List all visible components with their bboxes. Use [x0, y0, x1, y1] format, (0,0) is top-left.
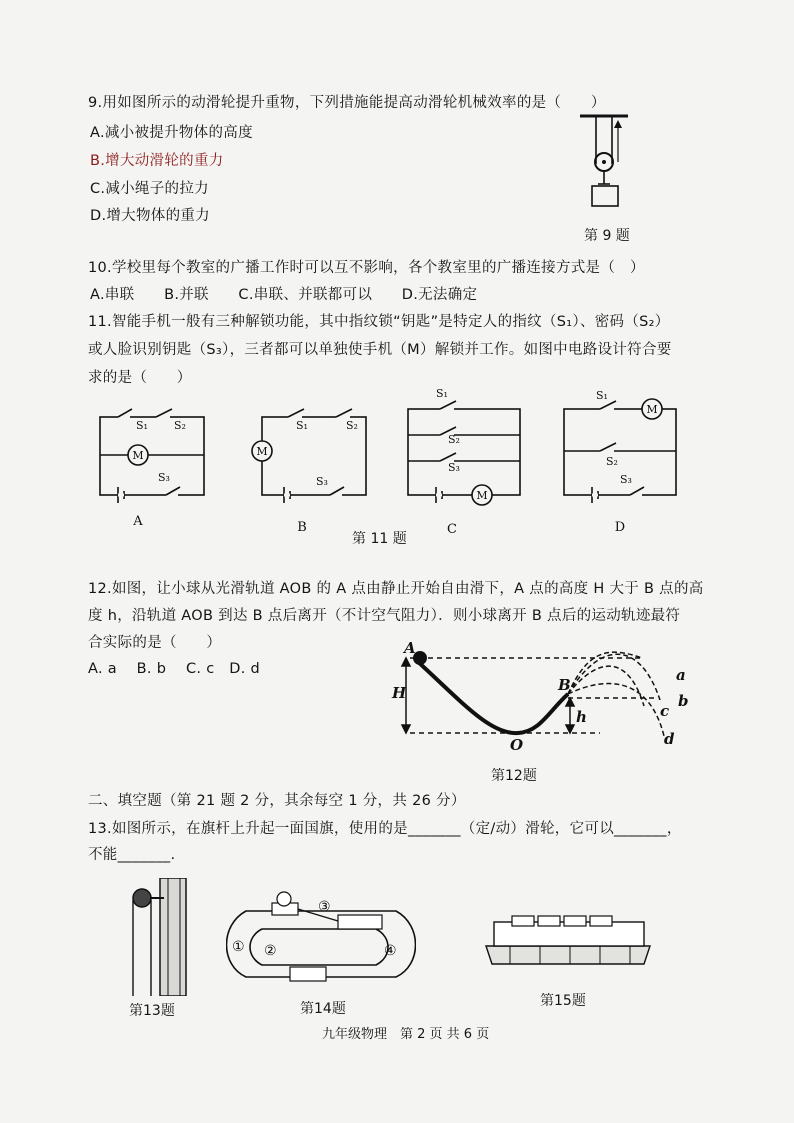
- circuit-label-d: D: [614, 520, 626, 535]
- q9-caption: 第 9 题: [584, 228, 630, 244]
- switch-label: S₁: [596, 389, 608, 402]
- switch-label: S₂: [174, 419, 186, 432]
- q12-stem-line2: 度 h，沿轨道 AOB 到达 B 点后离开（不计空气阻力）．则小球离开 B 点后的运动轨迹最符: [88, 608, 681, 624]
- switch-label: S₂: [606, 455, 618, 468]
- switch-label: S₃: [158, 471, 170, 484]
- q9-stem: 9.用如图所示的动滑轮提升重物，下列措施能提高动滑轮机械效率的是（ ）: [88, 95, 606, 111]
- q11-stem-line2: 或人脸识别钥匙（S₃），三者都可以单独使手机（M）解锁并工作。如图中电路设计符合要: [88, 342, 672, 358]
- q14-num-3: ③: [318, 899, 331, 915]
- q13-stem-line2: 不能_______.: [88, 847, 176, 863]
- q11-circuits: [90, 385, 700, 545]
- q9-option-d: D.增大物体的重力: [90, 208, 210, 224]
- switch-label: S₂: [346, 419, 358, 432]
- motor-label-d: M: [646, 403, 658, 416]
- q12-track-figure: [380, 640, 710, 755]
- q15-caption: 第15题: [540, 993, 586, 1009]
- q12-stem-line3: 合实际的是（ ）: [88, 635, 222, 651]
- q12-label-A: A: [404, 640, 416, 657]
- switch-label: S₁: [436, 387, 448, 400]
- page-footer: 九年级物理 第 2 页 共 6 页: [322, 1027, 490, 1042]
- q9-option-c: C.减小绳子的拉力: [90, 181, 209, 197]
- q12-label-b: b: [678, 692, 689, 710]
- q14-num-2: ②: [264, 943, 277, 959]
- q11-stem-line3: 求的是（ ）: [88, 370, 192, 386]
- q13-stem-line1: 13.如图所示，在旗杆上升起一面国旗，使用的是_______（定/动）滑轮，它可以_______，: [88, 821, 682, 837]
- q12-label-O: O: [510, 736, 524, 754]
- q14-train-track-figure: [226, 885, 416, 995]
- q12-label-c: c: [660, 702, 670, 720]
- motor-label-c: M: [476, 489, 488, 502]
- switch-label: S₃: [316, 475, 328, 488]
- q12-caption: 第12题: [491, 768, 537, 784]
- q14-num-4: ④: [384, 943, 397, 959]
- motor-label-b: M: [256, 445, 268, 458]
- switch-label: S₁: [136, 419, 148, 432]
- q11-caption: 第 11 题: [352, 531, 407, 547]
- switch-label: S₁: [296, 419, 308, 432]
- q9-pulley-figure: [578, 112, 638, 218]
- q12-options: A. a B. b C. c D. d: [88, 661, 261, 677]
- circuit-label-a: A: [133, 514, 143, 529]
- switch-label: S₃: [448, 461, 460, 474]
- q12-label-a: a: [676, 666, 686, 684]
- switch-label: S₃: [620, 473, 632, 486]
- q12-stem-line1: 12.如图，让小球从光滑轨道 AOB 的 A 点由静止开始自由滑下，A 点的高度 H 大于 B 点的高: [88, 581, 704, 597]
- q15-maglev-figure: [480, 908, 656, 974]
- q9-option-b: B.增大动滑轮的重力: [90, 153, 224, 169]
- section2-heading: 二、填空题（第 21 题 2 分，其余每空 1 分，共 26 分）: [88, 793, 466, 809]
- q12-label-H: H: [392, 684, 407, 702]
- q13-caption: 第13题: [129, 1003, 175, 1019]
- q9-option-a: A.减小被提升物体的高度: [90, 125, 253, 141]
- circuit-label-c: C: [447, 522, 457, 537]
- circuit-label-b: B: [297, 520, 307, 535]
- q12-label-d: d: [664, 730, 675, 748]
- q14-caption: 第14题: [300, 1001, 346, 1017]
- q12-label-h: h: [576, 708, 587, 726]
- q12-label-B: B: [558, 676, 571, 694]
- q11-stem-line1: 11.智能手机一般有三种解锁功能，其中指纹锁“钥匙”是特定人的指纹（S₁）、密码（S₂）: [88, 314, 670, 330]
- switch-label: S₂: [448, 433, 460, 446]
- q13-flagpole-figure: [124, 878, 202, 996]
- motor-label-a: M: [132, 449, 144, 462]
- q14-num-1: ①: [232, 939, 245, 955]
- q10-stem: 10.学校里每个教室的广播工作时可以互不影响，各个教室里的广播连接方式是（ ）: [88, 260, 645, 276]
- q10-options: A.串联 B.并联 C.串联、并联都可以 D.无法确定: [90, 287, 478, 303]
